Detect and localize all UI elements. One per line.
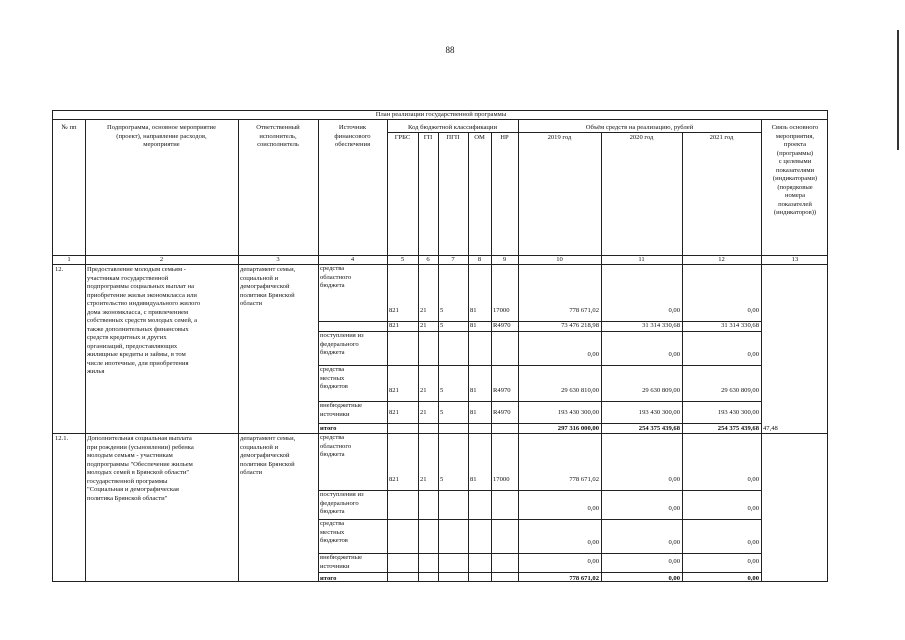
block1-code-om: 81 [470, 386, 477, 394]
header-link-line: номера [784, 192, 806, 199]
block2-description-line: государственной программы [87, 477, 168, 485]
block1-code-np: R4970 [493, 386, 511, 394]
column-number: 6 [426, 256, 430, 263]
column-number: 13 [791, 256, 799, 263]
block1-value-2021: 29 630 809,00 [721, 386, 759, 394]
header-source-line: финансового [334, 132, 371, 140]
block1-source-line: бюджета [320, 349, 345, 356]
block1-code-grbs: 821 [389, 322, 399, 329]
block1-executor-line: департамент семьи, [240, 266, 296, 273]
block2-value-2020: 0,00 [668, 557, 680, 565]
block1-description-line: собственных средств молодых семей, а [87, 317, 198, 324]
block1-description-line: средств кредитных и других [87, 334, 167, 341]
block2-description-line: политика Брянской области" [87, 494, 168, 502]
block2-description-line: "Социальная и демографическая [87, 486, 179, 493]
block1-description-line: организаций, предоставляющих [87, 342, 178, 350]
block1-source-line: средства [320, 366, 345, 373]
header-source-line: Источник [338, 124, 367, 131]
block2-code-grbs: 821 [389, 475, 399, 483]
column-divider [387, 119, 388, 582]
header-subprogram-line: мероприятие [143, 141, 180, 148]
block1-source-line: внебюджетные [320, 402, 363, 409]
block1-total-label: итого [320, 425, 337, 432]
header-link-line: с целевыми [778, 158, 812, 165]
block1-description-line: приобретение жилья экономкласса или [87, 291, 197, 299]
block-divider [53, 433, 828, 434]
column-number: 10 [556, 256, 563, 263]
block1-value-2021: 193 430 300,00 [717, 408, 759, 416]
header-2021: 2021 год [709, 134, 734, 141]
block1-source-line: поступления из [320, 332, 364, 339]
block1-executor-line: области [240, 300, 263, 307]
block1-description-line: участникам государственной [87, 274, 169, 282]
block1-source-line: источники [320, 410, 350, 418]
block1-code-grbs: 821 [389, 386, 399, 394]
header-link-line: (программы) [776, 149, 814, 157]
column-number: 12 [718, 256, 725, 263]
header-volume: Объём средств на реализацию, рублей [585, 124, 694, 131]
block1-executor-line: социальной и [240, 274, 279, 282]
column-number: 11 [638, 256, 645, 263]
block2-value-2021: 0,00 [747, 557, 759, 565]
column-number: 2 [159, 256, 164, 263]
plan-table [52, 110, 828, 582]
block2-description-line: при рождении (усыновлении) ребенка [87, 443, 194, 451]
header-grbs: ГРБС [394, 134, 411, 141]
block1-value-2019: 778 671,02 [569, 306, 599, 314]
block2-value-2021: 0,00 [747, 504, 759, 512]
header-link-line: (индикаторов)) [773, 209, 817, 216]
block2-value-2020: 0,00 [668, 538, 680, 546]
column-divider [468, 132, 469, 582]
block1-total-2021: 254 375 439,68 [717, 425, 759, 432]
block2-description-line: молодых семей в Брянской области" [87, 469, 190, 476]
block1-code-om: 81 [470, 306, 477, 314]
block2-source-line: местных [320, 528, 345, 536]
block1-num: 12. [55, 266, 64, 273]
header-om: ОМ [474, 134, 485, 141]
block1-code-pgp: 5 [440, 306, 444, 314]
block1-description-line: числе ипотечные, для приобретения [87, 359, 189, 367]
block2-total-2021: 0,00 [747, 575, 759, 582]
block1-value-2020: 193 430 300,00 [638, 408, 680, 416]
block2-code-om: 81 [470, 475, 477, 483]
block1-code-np: 17000 [493, 306, 510, 314]
block1-code-pgp: 5 [440, 322, 444, 329]
header-budget-code: Код бюджетной классификации [408, 124, 497, 131]
column-divider [418, 132, 419, 582]
block1-executor-line: демографической [240, 283, 290, 290]
block2-description-line: молодым семьям - участникам [87, 452, 173, 459]
column-divider [238, 119, 239, 582]
block1-code-pgp: 5 [440, 408, 444, 416]
block1-source-line: бюджетов [320, 383, 348, 390]
header-2020: 2020 год [629, 134, 654, 141]
table-caption: План реализации государственной программы [375, 111, 507, 118]
block2-description-line: подпрограммы "Обеспечение жильем [87, 460, 193, 468]
block1-description-line: строительство индивидуального жилого [87, 300, 201, 307]
block2-source-line: федерального [320, 499, 359, 507]
block1-executor-line: политики Брянской [240, 291, 295, 299]
block1-value-2021: 0,00 [747, 350, 759, 358]
block1-source-line: местных [320, 374, 345, 382]
column-number: 7 [451, 256, 455, 263]
header-source-line: обеспечения [334, 141, 371, 148]
header-pgp: ПГП [446, 134, 460, 141]
block2-code-gp: 21 [420, 475, 427, 483]
block1-value-2020: 31 314 330,68 [642, 322, 680, 329]
block1-value-2019: 0,00 [587, 350, 599, 358]
block1-source-line: средства [320, 265, 345, 272]
block2-total-label: итого [320, 575, 337, 582]
page-number: 88 [445, 45, 455, 55]
column-number: 4 [350, 256, 355, 263]
header-executor-line: соисполнитель [257, 141, 299, 148]
block1-description-line: подпрограммы социальных выплат на [87, 283, 195, 290]
header-link-line: проекта [783, 141, 807, 148]
block1-source-line: федерального [320, 340, 359, 348]
block1-source-line: бюджета [320, 282, 345, 289]
column-divider [318, 119, 319, 582]
block1-code-gp: 21 [420, 386, 427, 394]
block1-code-np: R4970 [493, 408, 511, 416]
block2-description-line: Дополнительная социальная выплата [87, 435, 192, 442]
block1-total-2020: 254 375 439,68 [638, 425, 680, 432]
block1-description-line: также дополнительных финансовых [87, 325, 189, 333]
header-link-line: показателями [775, 166, 815, 174]
header-gp: ГП [423, 134, 433, 141]
block2-source-line: внебюджетные [320, 554, 363, 561]
block2-value-2019: 0,00 [587, 557, 599, 565]
column-divider [438, 132, 439, 582]
block2-value-2021: 0,00 [747, 538, 759, 546]
block1-value-2019: 73 476 218,98 [561, 322, 599, 329]
block1-value-2020: 29 630 809,00 [642, 386, 680, 394]
header-link-line: (порядковые [777, 183, 813, 191]
block1-code-gp: 21 [420, 408, 427, 416]
header-link-line: показателей [778, 200, 812, 208]
column-number: 8 [477, 256, 482, 263]
block2-value-2019: 0,00 [587, 504, 599, 512]
block1-total-2019: 297 316 000,00 [557, 425, 599, 432]
block2-source-line: бюджетов [320, 537, 348, 544]
header-link-line: Связь основного [771, 124, 819, 131]
block2-row-divider [318, 572, 761, 573]
block1-description-line: жилищные кредиты и займы, в том [87, 351, 186, 358]
block1-code-grbs: 821 [389, 306, 399, 314]
block2-source-line: бюджета [320, 508, 345, 515]
block2-source-line: областного [320, 442, 352, 450]
block2-value-2021: 0,00 [747, 475, 759, 483]
block1-value-2021: 0,00 [747, 306, 759, 314]
block1-code-grbs: 821 [389, 408, 399, 416]
block2-total-2020: 0,00 [668, 575, 680, 582]
block1-code-gp: 21 [420, 306, 427, 314]
block2-source-line: средства [320, 434, 345, 441]
column-divider [85, 119, 86, 582]
header-link-line: (индикаторами) [772, 175, 818, 182]
block1-source-line: областного [320, 273, 352, 281]
block1-value-2020: 0,00 [668, 306, 680, 314]
block2-source-line: источники [320, 562, 350, 570]
header-num: № пп [61, 124, 77, 131]
block2-num: 12.1. [55, 435, 69, 442]
block2-source-line: поступления из [320, 491, 364, 498]
block1-value-2020: 0,00 [668, 350, 680, 358]
block2-executor-line: департамент семьи, [240, 435, 296, 442]
header-2019: 2019 год [547, 134, 572, 141]
column-number: 9 [502, 256, 507, 263]
block1-description-line: жилья [87, 368, 105, 375]
caption-divider [53, 119, 828, 120]
subheader-divider [387, 132, 761, 133]
block2-value-2019: 778 671,02 [569, 475, 599, 483]
column-number: 5 [400, 256, 405, 263]
column-divider [491, 132, 492, 582]
block1-code-pgp: 5 [440, 386, 444, 394]
block2-total-2019: 778 671,02 [569, 575, 599, 582]
margin-rule [897, 30, 899, 150]
block1-code-om: 81 [470, 408, 477, 416]
block1-row-divider [318, 423, 761, 424]
block1-value-2021: 31 314 330,68 [721, 322, 759, 329]
column-number: 3 [276, 256, 280, 263]
block1-description-line: дома экономкласса, с привлечением [87, 308, 189, 316]
column-number: 1 [67, 256, 71, 263]
block2-source-line: средства [320, 520, 345, 527]
block2-code-np: 17000 [493, 475, 510, 483]
header-np: НР [500, 134, 509, 141]
block2-executor-line: области [240, 469, 263, 476]
block2-code-pgp: 5 [440, 475, 444, 483]
block2-source-line: бюджета [320, 451, 345, 458]
block2-executor-line: социальной и [240, 443, 279, 451]
block2-executor-line: политики Брянской [240, 460, 295, 468]
block2-value-2020: 0,00 [668, 475, 680, 483]
block1-code-gp: 21 [420, 322, 427, 329]
block2-value-2020: 0,00 [668, 504, 680, 512]
header-subprogram-line: (проект), направление расходов, [116, 132, 207, 140]
block1-description-line: Предоставление молодым семьям - [87, 266, 186, 273]
header-link-line: мероприятия, [775, 132, 815, 140]
block1-total-link: 47,48 [763, 425, 778, 432]
header-executor-line: Ответственный [256, 124, 300, 131]
block1-value-2019: 193 430 300,00 [557, 408, 599, 416]
block1-value-2019: 29 630 810,00 [561, 386, 599, 394]
block1-code-om: 81 [470, 322, 477, 329]
header-executor-line: исполнитель, [259, 132, 297, 140]
block2-executor-line: демографической [240, 452, 290, 459]
block2-value-2019: 0,00 [587, 538, 599, 546]
header-subprogram-line: Подпрограмма, основное мероприятие [106, 124, 217, 131]
column-divider [761, 119, 762, 582]
colnum-bottom [53, 264, 828, 265]
block1-code-np: R4970 [493, 322, 511, 329]
